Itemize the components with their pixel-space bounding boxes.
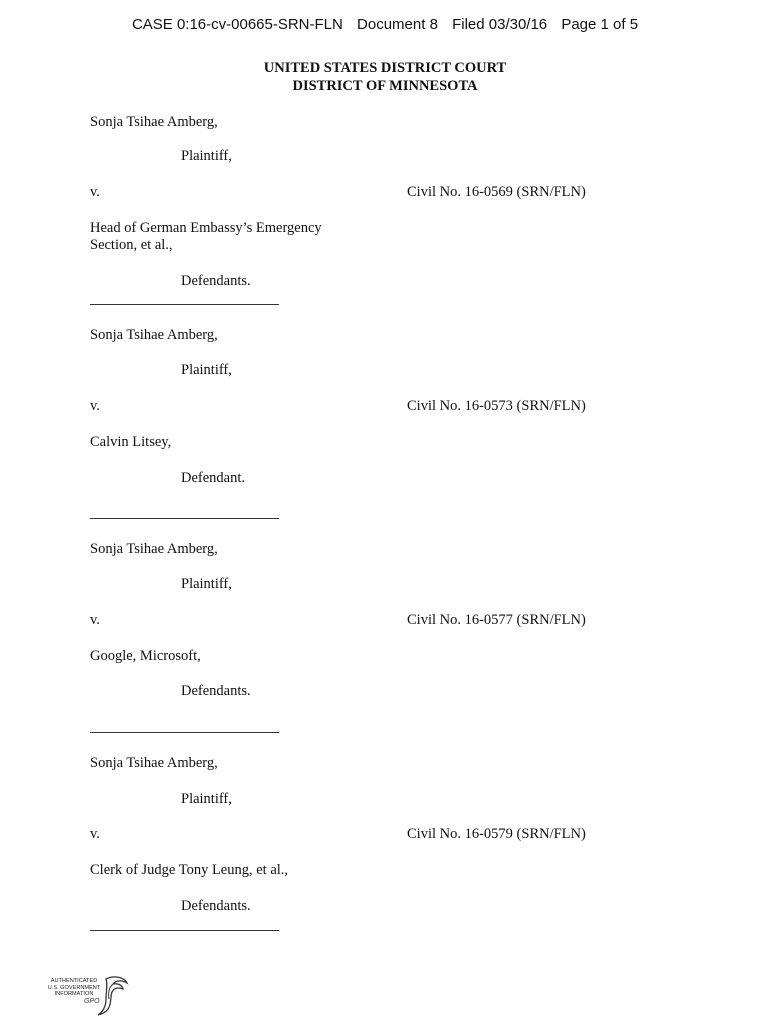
defendant-name: Calvin Litsey, xyxy=(90,434,172,450)
plaintiff-name: Sonja Tsihae Amberg, xyxy=(90,327,218,343)
gpo-mark: GPO xyxy=(84,998,100,1005)
case-header xyxy=(0,16,770,33)
caption-divider xyxy=(90,732,279,733)
defendant-name: Google, Microsoft, xyxy=(90,648,201,664)
versus: v. xyxy=(90,184,100,200)
plaintiff-name: Sonja Tsihae Amberg, xyxy=(90,114,218,130)
civil-number: Civil No. 16-0579 (SRN/FLN) xyxy=(407,826,586,842)
plaintiff-name: Sonja Tsihae Amberg, xyxy=(90,755,218,771)
civil-number: Civil No. 16-0577 (SRN/FLN) xyxy=(407,612,586,628)
defendant-role: Defendant. xyxy=(181,470,246,486)
court-district: DISTRICT OF MINNESOTA xyxy=(292,78,478,94)
gpo-authentication-seal xyxy=(44,973,130,1017)
defendant-name: Clerk of Judge Tony Leung, et al., xyxy=(90,862,289,878)
court-title xyxy=(0,59,770,95)
defendant-role: Defendants. xyxy=(181,683,251,699)
document-number: Document 8 xyxy=(357,16,438,33)
defendant-name: Head of German Embassy’s Emergency xyxy=(90,220,322,236)
plaintiff-name: Sonja Tsihae Amberg, xyxy=(90,541,218,557)
eagle-icon xyxy=(96,973,130,1017)
seal-line: U.S. GOVERNMENT xyxy=(47,984,101,991)
plaintiff-role: Plaintiff, xyxy=(181,362,232,378)
seal-line: INFORMATION xyxy=(54,991,94,997)
plaintiff-role: Plaintiff, xyxy=(181,576,232,592)
plaintiff-role: Plaintiff, xyxy=(181,791,232,807)
court-name: UNITED STATES DISTRICT COURT xyxy=(263,60,507,76)
caption-divider xyxy=(90,518,279,519)
seal-text xyxy=(44,978,104,998)
versus: v. xyxy=(90,826,100,842)
plaintiff-role: Plaintiff, xyxy=(181,148,232,164)
filed-date: Filed 03/30/16 xyxy=(452,16,548,33)
seal-line: AUTHENTICATED xyxy=(50,978,98,984)
civil-number: Civil No. 16-0569 (SRN/FLN) xyxy=(407,184,586,200)
case-number: CASE 0:16-cv-00665-SRN-FLN xyxy=(131,16,343,33)
caption-divider xyxy=(90,930,279,931)
versus: v. xyxy=(90,398,100,414)
versus: v. xyxy=(90,612,100,628)
defendant-role: Defendants. xyxy=(181,273,251,289)
page-indicator: Page 1 of 5 xyxy=(561,16,639,33)
defendant-name-continued: Section, et al., xyxy=(90,237,173,253)
civil-number: Civil No. 16-0573 (SRN/FLN) xyxy=(407,398,586,414)
defendant-role: Defendants. xyxy=(181,898,251,914)
caption-divider xyxy=(90,304,279,305)
